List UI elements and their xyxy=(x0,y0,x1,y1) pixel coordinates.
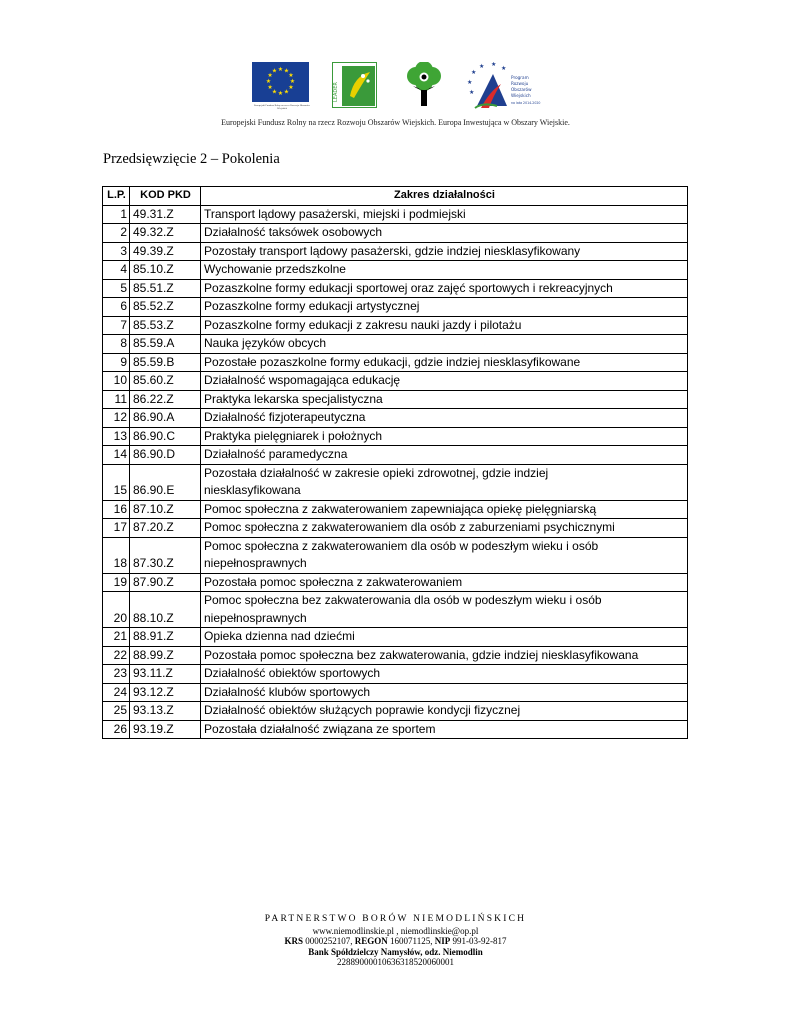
table-row xyxy=(103,335,688,354)
row-lp: 22 xyxy=(103,646,130,665)
prow-logo xyxy=(467,62,562,110)
row-lp: 18 xyxy=(103,537,130,573)
row-lp: 11 xyxy=(103,390,130,409)
row-lp: 12 xyxy=(103,409,130,428)
table-row xyxy=(103,702,688,721)
regon-value: 160071125, xyxy=(390,936,433,946)
table-row xyxy=(103,720,688,739)
svg-text:★: ★ xyxy=(288,72,294,79)
table-row xyxy=(103,390,688,409)
row-kod: 87.30.Z xyxy=(130,537,201,573)
row-zakres xyxy=(201,537,688,573)
row-lp: 1 xyxy=(103,205,130,224)
page-title: Przedsięwzięcie 2 – Pokolenia xyxy=(103,151,280,167)
svg-text:★: ★ xyxy=(471,69,477,76)
table-row xyxy=(103,628,688,647)
svg-text:Obszarów: Obszarów xyxy=(511,87,532,92)
row-zakres: Pozostała pomoc społeczna bez zakwaterowania, gdzie indziej niesklasyfikowana xyxy=(201,646,688,665)
row-zakres: Pomoc społeczna z zakwaterowaniem dla osób z zaburzeniami psychicznymi xyxy=(201,519,688,538)
header-tagline: Europejski Fundusz Rolny na rzecz Rozwoju Obszarów Wiejskich. Europa Inwestująca w Obszary Wiejskie. xyxy=(221,118,570,127)
row-zakres xyxy=(201,592,688,628)
row-lp: 17 xyxy=(103,519,130,538)
row-zakres-line1: Pomoc społeczna bez zakwaterowania dla osób w podeszłym wieku i osób xyxy=(204,593,602,607)
row-zakres: Pozostała działalność związana ze sportem xyxy=(201,720,688,739)
row-zakres-line2: niesklasyfikowana xyxy=(204,483,301,497)
table-row xyxy=(103,242,688,261)
row-zakres-line1: Pomoc społeczna z zakwaterowaniem dla osób w podeszłym wieku i osób xyxy=(204,538,599,553)
row-kod: 85.59.B xyxy=(130,353,201,372)
table-row xyxy=(103,353,688,372)
row-lp: 19 xyxy=(103,573,130,592)
row-lp: 4 xyxy=(103,261,130,280)
row-lp: 16 xyxy=(103,500,130,519)
leader-icon xyxy=(332,62,377,108)
row-zakres: Pozostały transport lądowy pasażerski, gdzie indziej niesklasyfikowany xyxy=(201,242,688,261)
table-row xyxy=(103,646,688,665)
row-zakres: Działalność obiektów sportowych xyxy=(201,665,688,684)
row-zakres: Pozostała pomoc społeczna z zakwaterowaniem xyxy=(201,573,688,592)
row-zakres: Transport lądowy pasażerski, miejski i podmiejski xyxy=(201,205,688,224)
footer-registry xyxy=(0,936,791,947)
svg-text:★: ★ xyxy=(491,62,497,68)
svg-text:★: ★ xyxy=(479,63,485,70)
row-kod: 49.31.Z xyxy=(130,205,201,224)
row-kod: 85.53.Z xyxy=(130,316,201,335)
row-kod: 93.13.Z xyxy=(130,702,201,721)
row-zakres: Pomoc społeczna z zakwaterowaniem zapewniająca opiekę pielęgniarską xyxy=(201,500,688,519)
row-zakres: Praktyka pielęgniarek i położnych xyxy=(201,427,688,446)
row-zakres: Działalność paramedyczna xyxy=(201,446,688,465)
row-zakres: Pozaszkolne formy edukacji sportowej oraz zajęć sportowych i rekreacyjnych xyxy=(201,279,688,298)
header-zakres: Zakres działalności xyxy=(201,187,688,206)
table-header-row xyxy=(103,187,688,206)
svg-text:★: ★ xyxy=(271,67,278,75)
svg-text:★: ★ xyxy=(283,67,290,75)
krs-label: KRS xyxy=(284,936,304,946)
row-zakres: Działalność klubów sportowych xyxy=(201,683,688,702)
row-kod: 86.90.D xyxy=(130,446,201,465)
row-zakres-line2: niepełnosprawnych xyxy=(204,610,307,625)
row-lp: 6 xyxy=(103,298,130,317)
row-kod: 85.10.Z xyxy=(130,261,201,280)
pkd-table xyxy=(102,186,688,739)
row-kod: 85.60.Z xyxy=(130,372,201,391)
table-row xyxy=(103,261,688,280)
row-lp: 5 xyxy=(103,279,130,298)
svg-text:Wiejskich: Wiejskich xyxy=(511,93,531,98)
row-zakres: Działalność fizjoterapeutyczna xyxy=(201,409,688,428)
table-row xyxy=(103,427,688,446)
regon-label: REGON xyxy=(354,936,388,946)
row-zakres: Pozaszkolne formy edukacji artystycznej xyxy=(201,298,688,317)
svg-text:★: ★ xyxy=(265,78,272,85)
row-zakres: Pozaszkolne formy edukacji z zakresu nauki jazdy i pilotażu xyxy=(201,316,688,335)
table-row xyxy=(103,372,688,391)
table-row xyxy=(103,537,688,573)
row-lp: 9 xyxy=(103,353,130,372)
row-lp: 7 xyxy=(103,316,130,335)
row-zakres: Działalność obiektów służących poprawie kondycji fizycznej xyxy=(201,702,688,721)
row-kod: 85.59.A xyxy=(130,335,201,354)
svg-text:★: ★ xyxy=(467,79,473,86)
row-kod: 93.11.Z xyxy=(130,665,201,684)
row-kod: 85.52.Z xyxy=(130,298,201,317)
row-kod: 87.20.Z xyxy=(130,519,201,538)
footer-account: 22889000010636318520060001 xyxy=(337,957,454,967)
footer-bank xyxy=(0,947,791,958)
row-zakres: Pozostałe pozaszkolne formy edukacji, gdzie indziej niesklasyfikowane xyxy=(201,353,688,372)
row-lp: 25 xyxy=(103,702,130,721)
row-zakres: Działalność taksówek osobowych xyxy=(201,224,688,243)
header-lp: L.P. xyxy=(103,187,130,206)
row-lp: 26 xyxy=(103,720,130,739)
svg-text:★: ★ xyxy=(267,84,273,91)
table-row xyxy=(103,298,688,317)
table-row xyxy=(103,409,688,428)
row-kod: 87.10.Z xyxy=(130,500,201,519)
row-lp: 15 xyxy=(103,464,130,500)
row-zakres-line2: niepełnosprawnych xyxy=(204,556,307,570)
leader-logo xyxy=(332,62,377,108)
row-lp: 10 xyxy=(103,372,130,391)
row-kod: 86.90.E xyxy=(130,464,201,500)
table-row xyxy=(103,464,688,500)
row-kod: 93.19.Z xyxy=(130,720,201,739)
row-kod: 49.32.Z xyxy=(130,224,201,243)
svg-text:★: ★ xyxy=(271,88,278,96)
bank-name: Bank Spółdzielczy Namysłów, odz. Niemodlin xyxy=(308,946,483,957)
svg-text:na lata 2014-2020: na lata 2014-2020 xyxy=(511,101,541,105)
logo-bar xyxy=(252,62,552,114)
row-kod: 86.22.Z xyxy=(130,390,201,409)
table-row xyxy=(103,279,688,298)
row-zakres: Wychowanie przedszkolne xyxy=(201,261,688,280)
table-row xyxy=(103,224,688,243)
table-row xyxy=(103,205,688,224)
row-kod: 88.10.Z xyxy=(130,592,201,628)
row-zakres-line1: Pozostała działalność w zakresie opieki zdrowotnej, gdzie indziej xyxy=(204,465,549,480)
eu-flag-logo xyxy=(252,62,310,110)
svg-text:★: ★ xyxy=(277,66,284,73)
row-lp: 13 xyxy=(103,427,130,446)
row-lp: 23 xyxy=(103,665,130,684)
row-zakres: Działalność wspomagająca edukację xyxy=(201,372,688,391)
table-row xyxy=(103,500,688,519)
eu-stars-icon xyxy=(252,62,309,102)
eu-caption: Europejski Fundusz Rolny na rzecz Rozwoju Obszarów Wiejskich xyxy=(254,104,310,110)
row-kod: 85.51.Z xyxy=(130,279,201,298)
footer-org: PARTNERSTWO BORÓW NIEMODLIŃSKICH xyxy=(264,914,527,924)
row-lp: 8 xyxy=(103,335,130,354)
svg-text:Rozwoju: Rozwoju xyxy=(511,81,529,86)
row-lp: 24 xyxy=(103,683,130,702)
svg-text:★: ★ xyxy=(288,84,294,91)
tree-person-logo xyxy=(404,62,444,108)
table-row xyxy=(103,665,688,684)
nip-value: 991-03-92-817 xyxy=(452,936,507,946)
row-zakres: Nauka języków obcych xyxy=(201,335,688,354)
row-lp: 3 xyxy=(103,242,130,261)
row-kod: 49.39.Z xyxy=(130,242,201,261)
svg-text:LEADER: LEADER xyxy=(333,82,339,102)
row-kod: 88.91.Z xyxy=(130,628,201,647)
table-row xyxy=(103,519,688,538)
table-row xyxy=(103,316,688,335)
row-kod: 87.90.Z xyxy=(130,573,201,592)
row-kod: 88.99.Z xyxy=(130,646,201,665)
svg-text:★: ★ xyxy=(501,65,507,72)
row-zakres xyxy=(201,464,688,500)
krs-value: 0000252107, xyxy=(305,936,353,946)
row-kod: 86.90.C xyxy=(130,427,201,446)
svg-text:Program: Program xyxy=(511,75,529,80)
page-footer xyxy=(0,914,791,968)
header-kod: KOD PKD xyxy=(130,187,201,206)
row-kod: 86.90.A xyxy=(130,409,201,428)
svg-text:★: ★ xyxy=(267,72,273,79)
table-row xyxy=(103,446,688,465)
row-lp: 2 xyxy=(103,224,130,243)
table-row xyxy=(103,573,688,592)
table-row xyxy=(103,592,688,628)
svg-text:★: ★ xyxy=(277,90,284,97)
tree-person-icon xyxy=(404,62,444,108)
nip-label: NIP xyxy=(434,936,451,946)
table-row xyxy=(103,683,688,702)
svg-text:★: ★ xyxy=(283,88,290,96)
row-lp: 14 xyxy=(103,446,130,465)
row-lp: 21 xyxy=(103,628,130,647)
svg-text:★: ★ xyxy=(289,78,296,85)
row-zakres: Praktyka lekarska specjalistyczna xyxy=(201,390,688,409)
row-lp: 20 xyxy=(103,592,130,628)
svg-text:★: ★ xyxy=(469,89,475,96)
row-zakres: Opieka dzienna nad dziećmi xyxy=(201,628,688,647)
row-kod: 93.12.Z xyxy=(130,683,201,702)
prow-icon xyxy=(467,62,562,110)
footer-contact: www.niemodlinskie.pl , niemodlinskie@op.pl xyxy=(312,925,479,936)
